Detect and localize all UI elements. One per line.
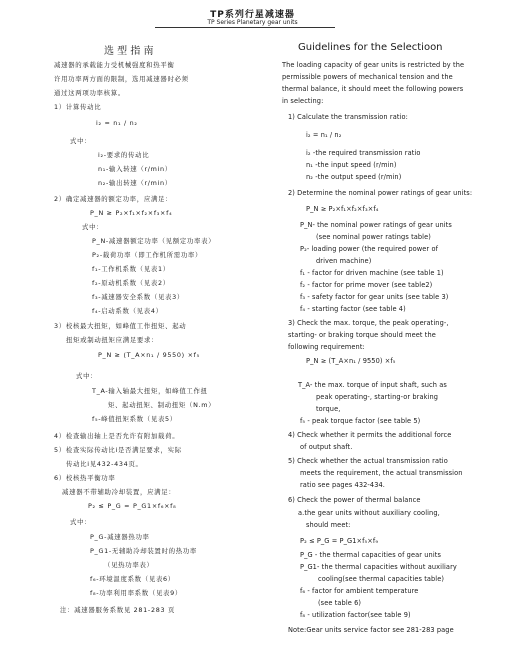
right-line: P_G - the thermal capacities of gear units	[300, 551, 441, 559]
right-line: ratio see pages 432-434.	[300, 481, 385, 489]
right-line: Note:Gear units service factor see 281-283 page	[288, 626, 454, 634]
left-line: 4）检查输出轴上是否允许有附加载荷。	[54, 432, 180, 440]
right-line: 5) Check whether the actual transmission ratio	[288, 457, 448, 465]
right-line: a.the gear units without auxiliary cooling,	[298, 509, 440, 517]
left-line: n₁-输入转速（r/min）	[98, 165, 172, 173]
left-line: f₂-原动机系数（见表2）	[92, 279, 170, 287]
right-line: starting- or braking torque should meet the	[288, 331, 436, 339]
left-line: 1）计算传动比	[54, 103, 102, 111]
right-line: torque,	[316, 405, 341, 413]
header-title-cn: TP系列行星减速器	[210, 10, 295, 20]
right-line: (see table 6)	[318, 599, 362, 607]
right-line: i₂ -the required transmission ratio	[306, 149, 421, 157]
left-line: f₃-减速器安全系数（见表3）	[92, 293, 184, 301]
left-line: P₂ ≤ P_G = P_G1×f₆×f₈	[88, 502, 177, 510]
header-rule	[155, 27, 335, 28]
right-line: f₄ - starting factor (see table 4)	[300, 305, 406, 313]
left-line: f₆-环境温度系数（见表6）	[90, 575, 175, 583]
right-line: i₂ = n₁ / n₂	[306, 131, 342, 139]
left-line: 注：减速器服务系数见 281-283 页	[60, 606, 176, 614]
right-line: cooling(see thermal capacities table)	[318, 575, 445, 583]
left-line: 式中：	[70, 137, 92, 145]
left-line: f₈-功率利用率系数（见表9）	[90, 589, 182, 597]
right-line: peak operating-, starting-or braking	[316, 393, 439, 401]
left-line: 5）检查实际传动比i是否满足要求，实际	[54, 446, 182, 454]
right-line: P₂- loading power (the required power of	[300, 245, 438, 253]
right-line: 3) Check the max. torque, the peak operating-,	[288, 319, 449, 327]
left-line: 扭矩或制动扭矩应满足要求：	[66, 336, 159, 344]
right-line: f₅ - peak torque factor (see table 5)	[300, 417, 421, 425]
right-line: P₂ ≤ P_G = P_G1×f₅×f₉	[300, 537, 379, 545]
left-line: T_A-输入轴最大扭矩，如峰值工作扭	[92, 387, 208, 395]
right-line: f₈ - utilization factor(see table 9)	[300, 611, 411, 619]
left-line: 许用功率两方面的限制，选用减速器时必须	[54, 75, 189, 83]
right-line: driven machine)	[316, 257, 372, 265]
right-line: 6) Check the power of thermal balance	[288, 496, 421, 504]
left-line: 式中：	[82, 223, 104, 231]
left-line: P_N ≥ P₂×f₁×f₂×f₃×f₄	[90, 209, 173, 217]
right-line: P_N ≥ (T_A×n₁ / 9550) ×f₅	[306, 357, 396, 365]
left-line: P_N ≥ (T_A×n₁ / 9550) ×f₅	[98, 351, 200, 359]
left-line: 式中：	[76, 372, 98, 380]
right-line: f₁ - factor for driven machine (see table 1)	[300, 269, 444, 277]
left-line: f₄-启动系数（见表4）	[92, 307, 163, 315]
left-line: 2）确定减速器的额定功率，应满足：	[54, 195, 173, 203]
right-line: thermal balance, it should meet the following powers	[282, 85, 464, 93]
right-line: n₂ -the output speed (r/min)	[306, 173, 402, 181]
header-title-en: TP Series Planetary gear units	[207, 19, 298, 26]
right-line: The loading capacity of gear units is restricted by the	[282, 61, 465, 69]
right-line: P_N ≥ P₂×f₁×f₂×f₃×f₄	[306, 205, 379, 213]
right-line: f₃ - safety factor for gear units (see table 3)	[300, 293, 449, 301]
left-line: f₅-峰值扭矩系数（见表5）	[92, 415, 177, 423]
left-line: 通过这两项功率核算。	[54, 89, 125, 97]
left-line: 减速器不带辅助冷却装置，应满足：	[62, 488, 176, 496]
left-column-title: 选 型 指 南	[104, 46, 154, 57]
right-line: in selecting:	[282, 97, 324, 105]
left-line: 式中：	[70, 518, 92, 526]
left-line: f₁-工作机系数（见表1）	[92, 265, 170, 273]
left-line: P_G-减速器热功率	[90, 533, 150, 541]
left-line: P₂-载荷功率（即工作机所需功率）	[92, 251, 203, 259]
right-line: (see nominal power ratings table)	[316, 233, 431, 241]
right-line: meets the requirement, the actual transmission	[300, 469, 463, 477]
left-line: P_N-减速器额定功率（见额定功率表）	[92, 237, 216, 245]
right-column-title: Guidelines for the Selectioon	[298, 42, 443, 53]
right-line: should meet:	[306, 521, 351, 529]
right-line: n₁ -the input speed (r/min)	[306, 161, 397, 169]
right-line: f₆ - factor for ambient temperature	[300, 587, 419, 595]
left-line: 矩、起动扭矩、制动扭矩（N.m）	[108, 401, 216, 409]
right-line: 4) Check whether it permits the additional force	[288, 431, 452, 439]
left-line: i₂-要求的传动比	[98, 151, 150, 159]
right-line: 1) Calculate the transmission ratio:	[288, 113, 408, 121]
left-line: 3）校核最大扭矩，如峰值工作扭矩、起动	[54, 322, 187, 330]
right-line: f₂ - factor for prime mover (see table2)	[300, 281, 433, 289]
right-line: permissible powers of mechanical tension and the	[282, 73, 453, 81]
right-line: 2) Determine the nominal power ratings of gear units:	[288, 189, 473, 197]
left-line: P_G1-无辅助冷却装置时的热功率	[90, 547, 197, 555]
right-line: P_N- the nominal power ratings of gear units	[300, 221, 452, 229]
left-line: n₂-输出转速（r/min）	[98, 179, 172, 187]
left-line: （见热功率表）	[104, 561, 154, 569]
right-line: following requirement:	[288, 343, 365, 351]
right-line: T_A- the max. torque of input shaft, such as	[298, 381, 447, 389]
left-line: i₂ = n₁ / n₂	[96, 119, 138, 127]
right-line: of output shaft.	[300, 443, 353, 451]
right-line: P_G1- the thermal capacities without auxiliary	[300, 563, 457, 571]
left-line: 减速器的承载能力受机械强度和热平衡	[54, 61, 175, 69]
left-line: 6）校核热平衡功率	[54, 474, 116, 482]
left-line: 传动比i见432-434页。	[66, 460, 143, 468]
